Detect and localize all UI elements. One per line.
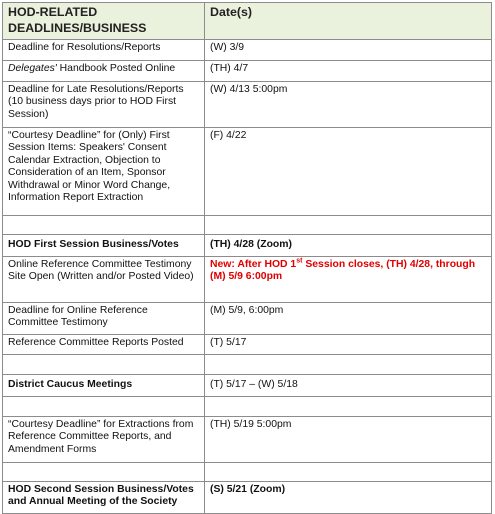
table-row	[3, 417, 492, 463]
spacer-row	[3, 397, 492, 417]
row-item-italic: Delegates'	[8, 63, 57, 74]
row-item: “Courtesy Deadline” for Extractions from Reference Committee Reports, and Amendment Forms	[3, 417, 205, 463]
row-item: HOD First Session Business/Votes	[3, 235, 205, 257]
row-date: (F) 4/22	[205, 128, 492, 216]
table-header-row	[3, 3, 492, 40]
row-date: (TH) 4/7	[205, 61, 492, 82]
row-item: HOD Second Session Business/Votes and Annual Meeting of the Society	[3, 482, 205, 514]
table-row	[3, 257, 492, 303]
row-date: (W) 4/13 5:00pm	[205, 82, 492, 128]
row-date: (W) 3/9	[205, 40, 492, 61]
row-item-rest: Handbook Posted Online	[56, 63, 176, 74]
table-row	[3, 335, 492, 355]
row-item: Deadline for Resolutions/Reports	[3, 40, 205, 61]
spacer-row	[3, 463, 492, 482]
table-row	[3, 375, 492, 397]
table-row	[3, 235, 492, 257]
row-date: (M) 5/9, 6:00pm	[205, 303, 492, 335]
deadlines-table	[2, 2, 492, 514]
header-date-cell: Date(s)	[205, 3, 492, 40]
row-item: District Caucus Meetings	[3, 375, 205, 397]
spacer-row	[3, 216, 492, 235]
row-item: “Courtesy Deadline” for (Only) First Session Items: Speakers' Consent Calendar Extraction, Objection to Consideration of an Item, Sponsor Withdrawal or Minor Word Change, Information Report Extraction	[3, 128, 205, 216]
table-row	[3, 40, 492, 61]
row-item: Deadline for Late Resolutions/Reports (10 business days prior to HOD First Session)	[3, 82, 205, 128]
table-row	[3, 61, 492, 82]
row-item: Online Reference Committee Testimony Site Open (Written and/or Posted Video)	[3, 257, 205, 303]
row-date: (T) 5/17	[205, 335, 492, 355]
spacer-row	[3, 355, 492, 375]
row-date: (T) 5/17 – (W) 5/18	[205, 375, 492, 397]
row-item: Deadline for Online Reference Committee Testimony	[3, 303, 205, 335]
row-date: (TH) 5/19 5:00pm	[205, 417, 492, 463]
table-row	[3, 482, 492, 514]
row-date: (TH) 4/28 (Zoom)	[205, 235, 492, 257]
row-date: (S) 5/21 (Zoom)	[205, 482, 492, 514]
table-row	[3, 303, 492, 335]
table-row	[3, 128, 492, 216]
row-item: Reference Committee Reports Posted	[3, 335, 205, 355]
table-row	[3, 82, 492, 128]
row-date-highlight: New: After HOD 1st Session closes, (TH) 4/28, through (M) 5/9 6:00pm	[205, 257, 492, 303]
header-item-cell: HOD-RELATED DEADLINES/BUSINESS	[3, 3, 205, 40]
row-item	[3, 61, 205, 82]
